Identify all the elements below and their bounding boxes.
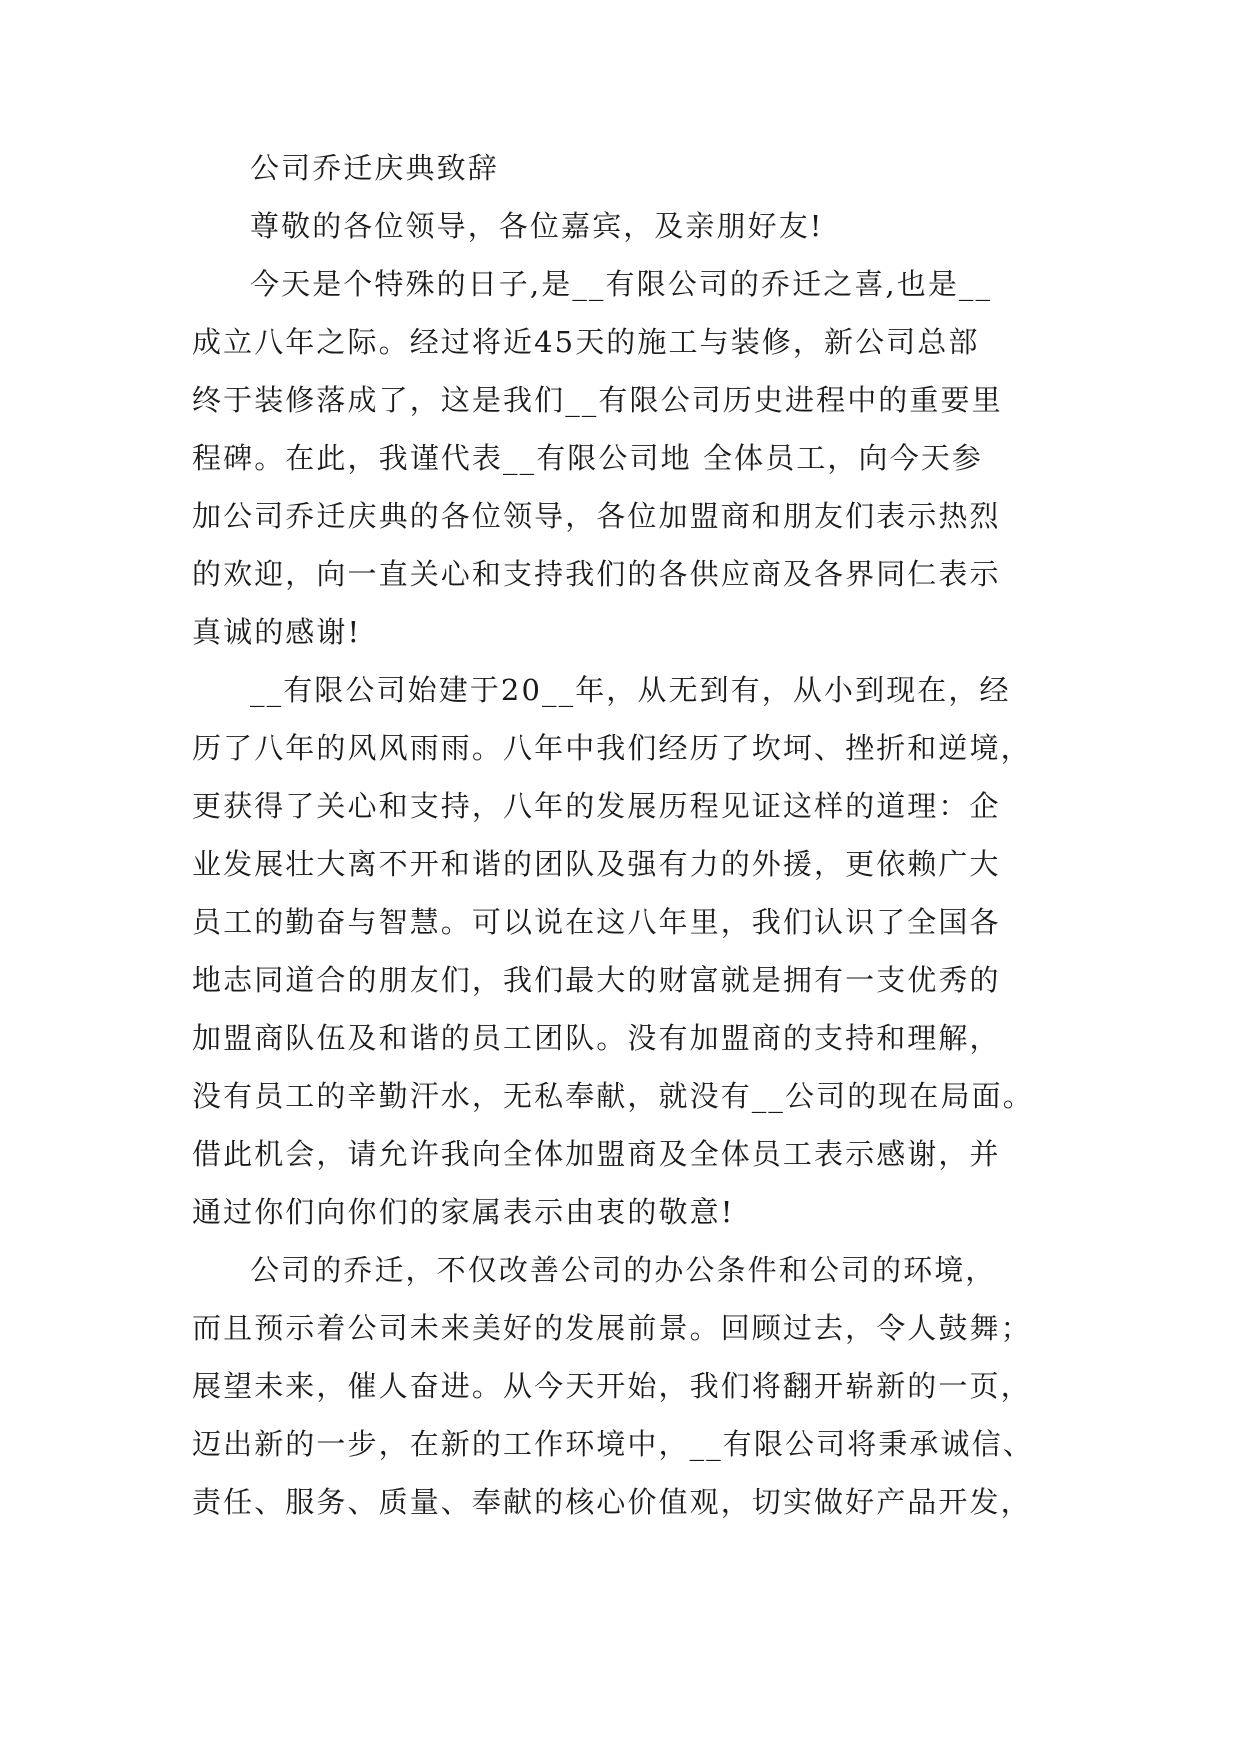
- salutation-line: 尊敬的各位领导，各位嘉宾，及亲朋好友!: [250, 209, 824, 243]
- paragraph-line: 真诚的感谢!: [192, 615, 362, 649]
- paragraph-line: 成立八年之际。经过将近45天的施工与装修，新公司总部: [192, 325, 980, 359]
- paragraph-line: 展望未来，催人奋进。从今天开始，我们将翻开崭新的一页，: [192, 1369, 1032, 1403]
- paragraph-line: 终于装修落成了，这是我们__有限公司历史进程中的重要里: [192, 383, 1003, 417]
- paragraph-line: 更获得了关心和支持，八年的发展历程见证这样的道理：企: [192, 789, 1001, 823]
- paragraph-line: 加公司乔迁庆典的各位领导，各位加盟商和朋友们表示热烈: [192, 499, 1001, 533]
- paragraph-line: 通过你们向你们的家属表示由衷的敬意!: [192, 1195, 735, 1229]
- paragraph-line: 的欢迎，向一直关心和支持我们的各供应商及各界同仁表示: [192, 557, 1001, 591]
- paragraph-line: 今天是个特殊的日子,是__有限公司的乔迁之喜,也是__: [250, 267, 993, 301]
- paragraph-line: 迈出新的一步，在新的工作环境中，__有限公司将秉承诚信、: [192, 1427, 1034, 1461]
- paragraph-line: 员工的勤奋与智慧。可以说在这八年里，我们认识了全国各: [192, 905, 1001, 939]
- paragraph-line: 而且预示着公司未来美好的发展前景。回顾过去，令人鼓舞；: [192, 1311, 1032, 1345]
- paragraph-line: 业发展壮大离不开和谐的团队及强有力的外援，更依赖广大: [192, 847, 1001, 881]
- paragraph-line: __有限公司始建于20__年，从无到有，从小到现在，经: [250, 673, 1011, 707]
- paragraph-line: 程碑。在此，我谨代表__有限公司地 全体员工，向今天参: [192, 441, 983, 475]
- document-title: 公司乔迁庆典致辞: [250, 151, 499, 185]
- paragraph-line: 责任、服务、质量、奉献的核心价值观，切实做好产品开发，: [192, 1485, 1032, 1519]
- paragraph-line: 地志同道合的朋友们，我们最大的财富就是拥有一支优秀的: [192, 963, 1001, 997]
- paragraph-line: 历了八年的风风雨雨。八年中我们经历了坎坷、挫折和逆境，: [192, 731, 1032, 765]
- paragraph-line: 公司的乔迁，不仅改善公司的办公条件和公司的环境，: [250, 1253, 997, 1287]
- paragraph-line: 没有员工的辛勤汗水，无私奉献，就没有__公司的现在局面。: [192, 1079, 1034, 1113]
- paragraph-line: 借此机会，请允许我向全体加盟商及全体员工表示感谢，并: [192, 1137, 1001, 1171]
- paragraph-line: 加盟商队伍及和谐的员工团队。没有加盟商的支持和理解，: [192, 1021, 1001, 1055]
